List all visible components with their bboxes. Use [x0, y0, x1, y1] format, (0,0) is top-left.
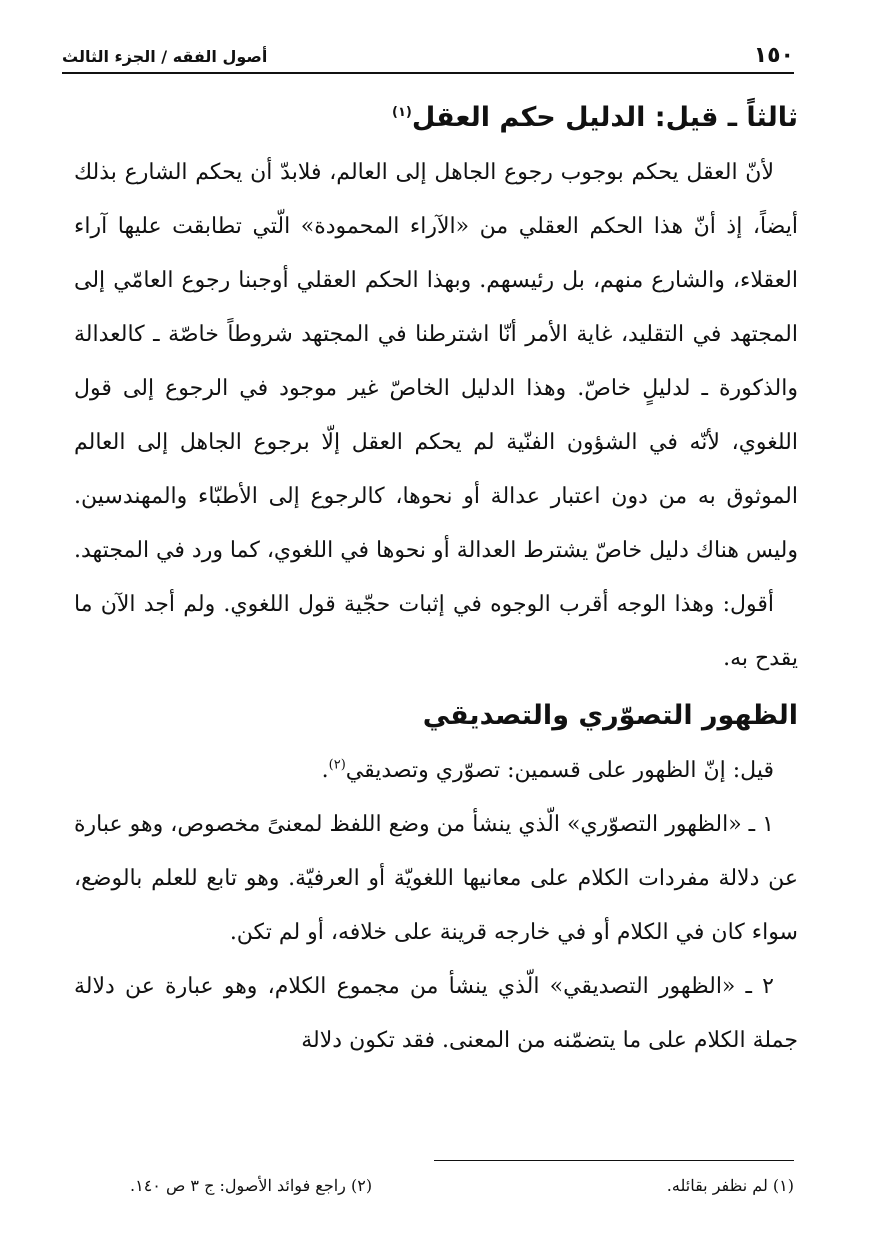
heading-text: ثالثاً ـ قيل: الدليل حكم العقل [411, 102, 798, 133]
footnotes [130, 1176, 794, 1195]
footnote-1: (١) لم نظفر بقائله. [666, 1176, 794, 1195]
body-text [74, 96, 798, 1068]
footnote-ref-1[interactable]: (١) [392, 105, 412, 120]
book-title: أصول الفقه / الجزء الثالث [62, 47, 268, 66]
paragraph-reason-three: لأنّ العقل يحكم بوجوب رجوع الجاهل إلى العالم، فلابدّ أن يحكم الشارع بذلك أيضاً، إذ أنّ هذا الحكم العقلي من «الآراء المحمودة» الّتي تطابقت عليها آراء العقلاء، والشارع منهم، بل رئيسهم. وبهذا الحكم العقلي أوجبنا رجوع العامّي إلى المجتهد في التقليد، غاية الأمر أنّا اشترطنا في المجتهد شروطاً خاصّة ـ كالعدالة والذكورة ـ لدليلٍ خاصّ. وهذا الدليل الخاصّ غير موجود في الرجوع إلى قول اللغوي، لأنّه في الشؤون الفنّية لم يحكم العقل إلّا برجوع الجاهل إلى العالم الموثوق به من دون اعتبار عدالة أو نحوها، كالرجوع إلى الأطبّاء والمهندسين. وليس هناك دليل خاصّ يشترط العدالة أو نحوها في اللغوي، كما ورد في المجتهد. [74, 160, 798, 563]
footnote-divider [434, 1160, 794, 1161]
running-header [62, 36, 794, 74]
paragraph-author-opinion: أقول: وهذا الوجه أقرب الوجوه في إثبات حجّية قول اللغوي. ولم أجد الآن ما يقدح به. [74, 592, 798, 671]
list-item-tasawwuri: ١ ـ «الظهور التصوّري» الّذي ينشأ من وضع اللفظ لمعنىً مخصوص، وهو عبارة عن دلالة مفردات الكلام على معانيها اللغويّة أو العرفيّة. وهو تابع للعلم بالوضع، سواء كان في الكلام أو في خارجه قرينة على خلافه، أو لم تكن. [74, 812, 798, 945]
intro-end: . [321, 758, 329, 783]
footnote-ref-2[interactable]: (٢) [328, 757, 346, 773]
paragraph-zuhur-intro [74, 744, 798, 798]
section-heading-zuhur: الظهور التصوّري والتصديقي [422, 700, 798, 731]
section-heading-reason-three [74, 96, 798, 140]
footnote-2: (٢) راجع فوائد الأصول: ج ٣ ص ١٤٠. [130, 1176, 373, 1195]
intro-text: قيل: إنّ الظهور على قسمين: تصوّري وتصديقي [345, 758, 774, 783]
list-item-tasdiqi: ٢ ـ «الظهور التصديقي» الّذي ينشأ من مجموع الكلام، وهو عبارة عن دلالة جملة الكلام على ما يتضمّنه من المعنى. فقد تكون دلالة [74, 974, 798, 1053]
page-number: ١٥٠ [753, 43, 794, 68]
